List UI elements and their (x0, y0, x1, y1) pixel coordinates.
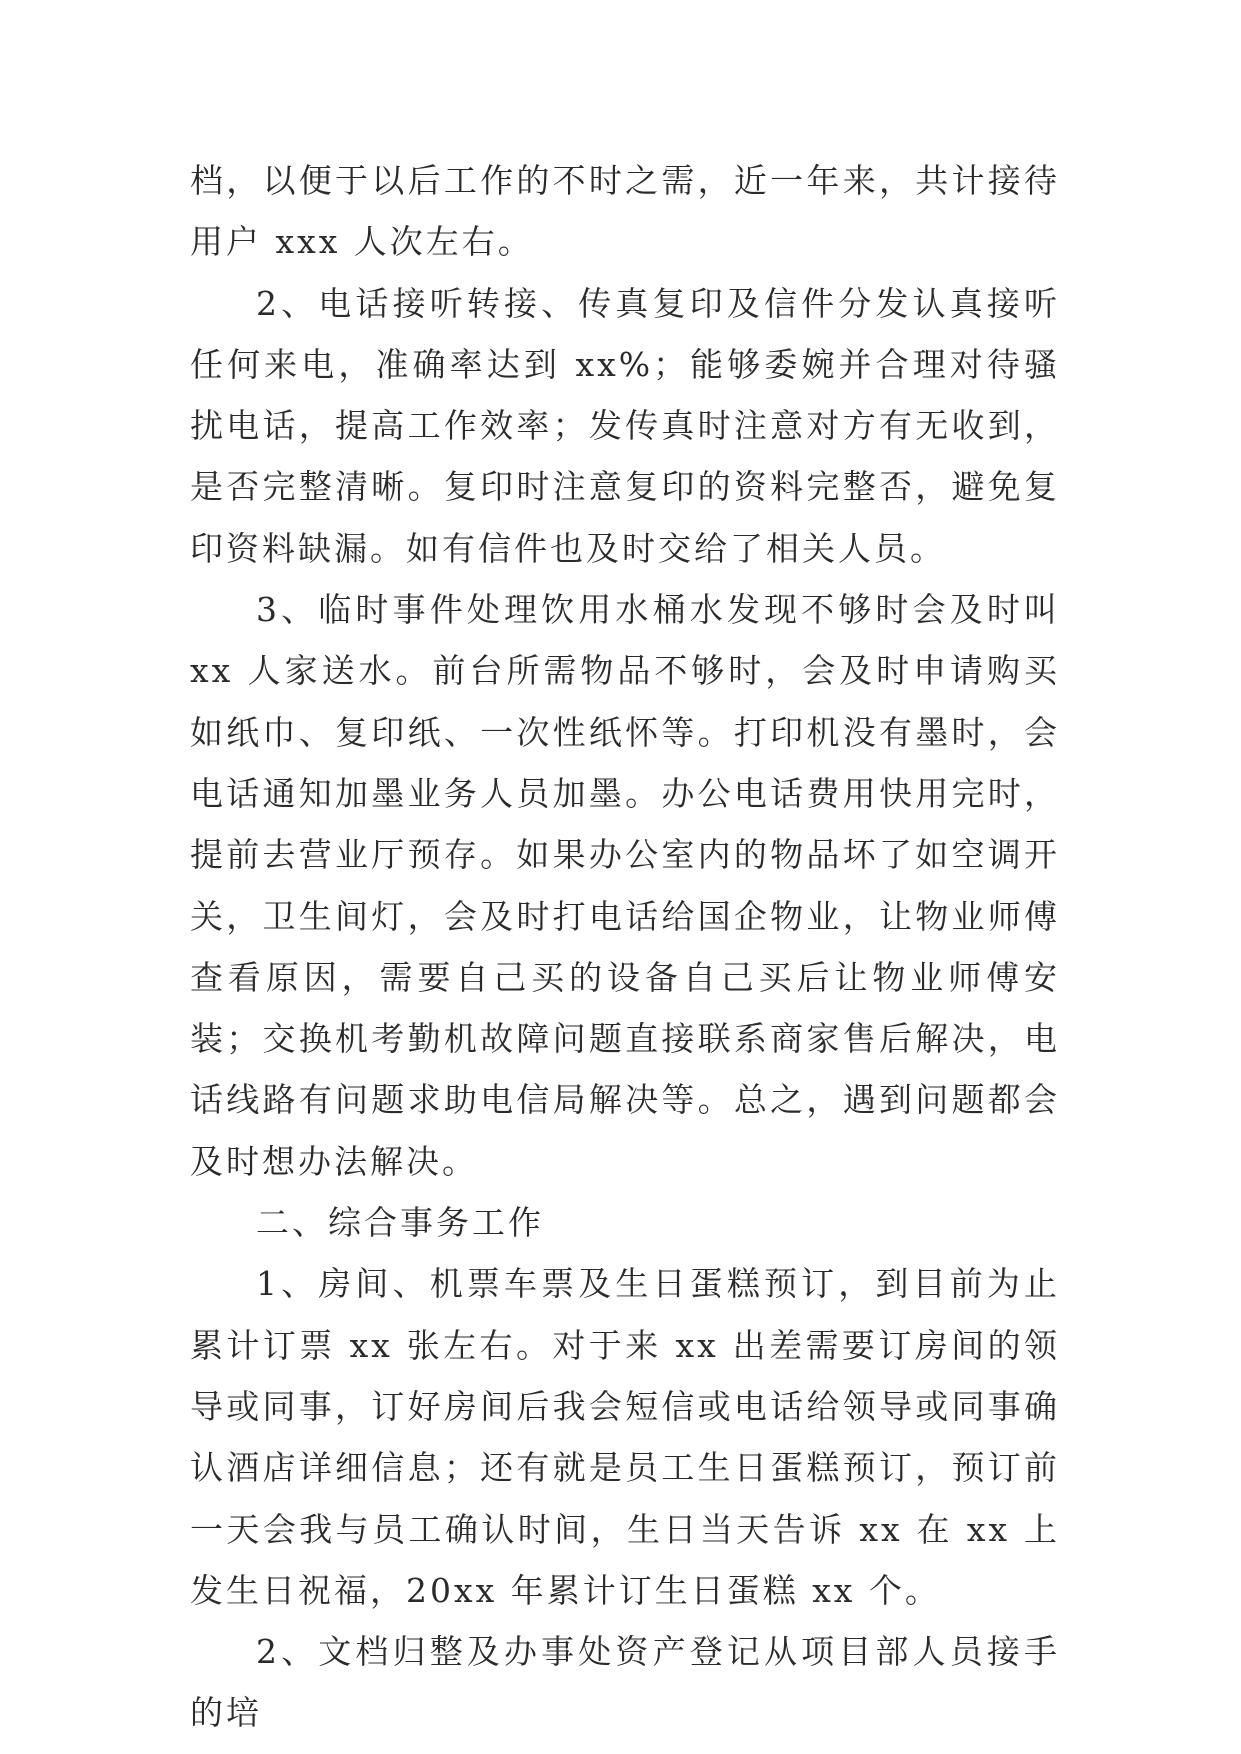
paragraph-archiving: 2、文档归整及办事处资产登记从项目部人员接手的培 (190, 1632, 1060, 1733)
paragraph-temporary-events: 3、临时事件处理饮用水桶水发现不够时会及时叫 xx 人家送水。前台所需物品不够时，会及时申请购买如纸巾、复印纸、一次性纸怀等。打印机没有墨时，会电话通知加墨业务人员加墨。办公电话费用快用完时，提前去营业厅预存。如果办公室内的物品坏了如空调开关，卫生间灯，会及时打电话给国企物业，让物业师傅查看原因，需要自己买的设备自己买后让物业师傅安装；交换机考勤机故障问题直接联系商家售后解决，电话线路有问题求助电信局解决等。总之，遇到问题都会及时想办法解决。 (190, 590, 1060, 1181)
paragraph-continuation: 档，以便于以后工作的不时之需，近一年来，共计接待用户 xxx 人次左右。 (190, 161, 1060, 262)
paragraph-phone-handling: 2、电话接听转接、传真复印及信件分发认真接听任何来电，准确率达到 xx%；能够委婉并合理对待骚扰电话，提高工作效率；发传真时注意对方有无收到，是否完整清晰。复印时注意复印的资料完整否，避免复印资料缺漏。如有信件也及时交给了相关人员。 (190, 283, 1060, 568)
paragraph-booking: 1、房间、机票车票及生日蛋糕预订，到目前为止累计订票 xx 张左右。对于来 xx 出差需要订房间的领导或同事，订好房间后我会短信或电话给领导或同事确认酒店详细信息；还有就是员工生日蛋糕预订，预订前一天会我与员工确认时间，生日当天告诉 xx 在 xx 上发生日祝福，20xx 年累计订生日蛋糕 xx 个。 (190, 1264, 1060, 1610)
section-heading-general-affairs: 二、综合事务工作 (256, 1203, 544, 1243)
document-body (190, 150, 1060, 1744)
